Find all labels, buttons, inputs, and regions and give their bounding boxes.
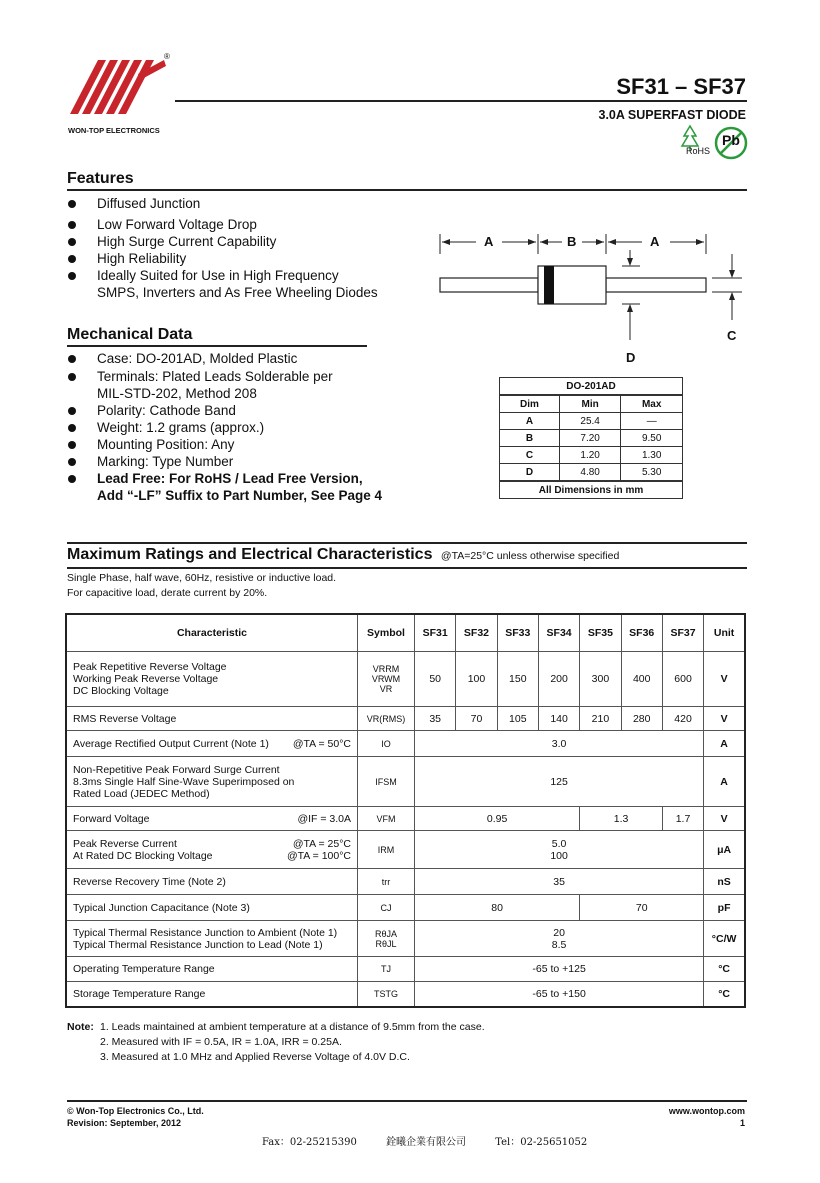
rohs-badge (680, 124, 750, 162)
dim-cell: 5.30 (621, 464, 683, 482)
condition-text: @TA = 50°C (292, 737, 351, 750)
dim-cell: 1.30 (621, 447, 683, 464)
diode-outline-diagram (430, 228, 750, 368)
distributor-line (262, 1133, 587, 1148)
footer-rule (67, 1100, 747, 1102)
dim-label-a-right: A (650, 234, 660, 249)
unit-cell: °C (704, 982, 745, 1007)
note-item: 1. Leads maintained at ambient temperature at a distance of 9.5mm from the case. (100, 1021, 485, 1033)
symbol-line: VRRM (372, 664, 400, 674)
table-row (500, 430, 683, 447)
dim-cell: — (621, 413, 683, 430)
dimensions-header: Min (559, 395, 621, 413)
footer-website[interactable]: www.wontop.com (668, 1106, 745, 1116)
value-cell (415, 831, 704, 869)
table-row (500, 447, 683, 464)
characteristic-line: Working Peak Reverse Voltage (73, 673, 219, 685)
dim-label-b: B (567, 234, 577, 249)
column-header: Symbol (358, 614, 415, 652)
characteristic-cell (66, 652, 358, 707)
value-cell: 210 (580, 707, 621, 731)
value-cell: 70 (580, 895, 704, 921)
dim-label-a-left: A (484, 234, 494, 249)
characteristic-text: Peak Reverse Current (73, 837, 177, 850)
dim-cell: 9.50 (621, 430, 683, 447)
wte-logo-icon (68, 52, 168, 124)
ratings-title: Maximum Ratings and Electrical Characteristics (67, 546, 433, 563)
ratings-heading (67, 546, 619, 564)
dim-cell: 7.20 (559, 430, 621, 447)
dim-cell: 1.20 (559, 447, 621, 464)
value-cell: 150 (497, 652, 538, 707)
unit-cell: pF (704, 895, 745, 921)
column-header: SF32 (456, 614, 497, 652)
value-cell: 300 (580, 652, 621, 707)
symbol-line: RθJA (374, 928, 397, 939)
column-header: SF36 (621, 614, 662, 652)
dim-cell: D (500, 464, 560, 482)
symbol-cell: VFM (358, 807, 415, 831)
table-row (66, 707, 745, 731)
symbol-cell: TSTG (358, 982, 415, 1007)
distributor-fax: Fax：02-25215390 (262, 1137, 357, 1148)
condition-text: @IF = 3.0A (297, 812, 351, 825)
value-cell: 400 (621, 652, 662, 707)
table-row (66, 731, 745, 757)
characteristic-cell: Operating Temperature Range (66, 957, 358, 982)
ratings-condition: @TA=25°C unless otherwise specified (440, 550, 620, 562)
value-cell: 140 (538, 707, 579, 731)
value-cell (415, 921, 704, 957)
value-cell: 420 (662, 707, 703, 731)
value-cell: 125 (415, 757, 704, 807)
unit-cell: μA (704, 831, 745, 869)
header-rule (175, 100, 747, 102)
unit-cell: °C/W (704, 921, 745, 957)
unit-cell: nS (704, 869, 745, 895)
dimensions-header: Max (621, 395, 683, 413)
characteristic-line: Non-Repetitive Peak Forward Surge Current (73, 763, 280, 776)
symbol-cell: TJ (358, 957, 415, 982)
characteristic-cell: Reverse Recovery Time (Note 2) (66, 869, 358, 895)
page-subtitle: 3.0A SUPERFAST DIODE (598, 108, 746, 122)
unit-cell: V (704, 652, 745, 707)
value-line: 20 (553, 926, 565, 939)
dimensions-package: DO-201AD (500, 378, 683, 396)
characteristic-cell (66, 757, 358, 807)
dim-cell: C (500, 447, 560, 464)
symbol-cell (358, 652, 415, 707)
electrical-characteristics-table (65, 613, 746, 1008)
value-cell: -65 to +150 (415, 982, 704, 1007)
table-row (66, 807, 745, 831)
table-row (66, 895, 745, 921)
cathode-band (544, 266, 554, 304)
value-cell: 3.0 (415, 731, 704, 757)
table-row (66, 982, 745, 1007)
notes-label: Note: (67, 1021, 94, 1033)
table-row (66, 757, 745, 807)
footer-revision: Revision: September, 2012 (67, 1118, 182, 1128)
characteristic-cell (66, 921, 358, 957)
features-rule (67, 189, 747, 191)
characteristic-line: Peak Repetitive Reverse Voltage (73, 661, 227, 673)
characteristic-line: Rated Load (JEDEC Method) (73, 787, 210, 800)
characteristic-cell: Typical Junction Capacitance (Note 3) (66, 895, 358, 921)
condition-text: @TA = 25°C (292, 837, 351, 850)
value-cell: 105 (497, 707, 538, 731)
characteristic-line: DC Blocking Voltage (73, 685, 169, 697)
value-cell: 600 (662, 652, 703, 707)
characteristic-line: Typical Thermal Resistance Junction to Ambient (Note 1) (73, 926, 338, 939)
value-cell: 70 (456, 707, 497, 731)
table-row (66, 869, 745, 895)
condition-text: @TA = 100°C (287, 849, 351, 862)
features-title: Features (67, 170, 134, 187)
characteristic-text: At Rated DC Blocking Voltage (73, 849, 213, 862)
symbol-cell: IFSM (358, 757, 415, 807)
page-title: SF31 – SF37 (616, 74, 746, 99)
value-cell: 200 (538, 652, 579, 707)
characteristic-cell (66, 831, 358, 869)
unit-cell: V (704, 707, 745, 731)
logo-registered-mark: ® (164, 52, 170, 61)
note-item: 3. Measured at 1.0 MHz and Applied Reverse Voltage of 4.0V D.C. (100, 1051, 410, 1063)
ratings-rule (67, 567, 747, 569)
value-cell: -65 to +125 (415, 957, 704, 982)
characteristic-cell (66, 731, 358, 757)
value-line: 100 (550, 849, 568, 862)
value-cell: 50 (415, 652, 456, 707)
table-row (66, 921, 745, 957)
dimensions-footer: All Dimensions in mm (500, 481, 683, 499)
characteristic-text: Forward Voltage (73, 812, 150, 825)
pb-label: Pb (722, 132, 740, 148)
dimensions-header: Dim (500, 395, 560, 413)
value-cell: 0.95 (415, 807, 580, 831)
dim-label-d: D (626, 350, 636, 365)
company-logo (68, 52, 168, 124)
value-cell: 280 (621, 707, 662, 731)
unit-cell: A (704, 731, 745, 757)
column-header: SF34 (538, 614, 579, 652)
rohs-label: RoHS (686, 146, 711, 156)
characteristic-cell: RMS Reverse Voltage (66, 707, 358, 731)
symbol-line: VRWM (371, 674, 401, 684)
table-row (66, 831, 745, 869)
footer-page-number: 1 (739, 1118, 745, 1128)
ratings-top-rule (67, 542, 747, 544)
value-line: 8.5 (551, 938, 567, 951)
symbol-cell: CJ (358, 895, 415, 921)
value-cell: 100 (456, 652, 497, 707)
mechanical-title: Mechanical Data (67, 326, 193, 343)
characteristic-text: Average Rectified Output Current (Note 1) (73, 737, 269, 750)
ratings-intro: Single Phase, half wave, 60Hz, resistive or inductive load. (67, 572, 337, 584)
table-row (66, 957, 745, 982)
table-header-row (66, 614, 745, 652)
characteristic-cell: Storage Temperature Range (66, 982, 358, 1007)
unit-cell: °C (704, 957, 745, 982)
value-line: 5.0 (551, 837, 567, 850)
value-cell: 35 (415, 707, 456, 731)
ratings-intro: For capacitive load, derate current by 20%. (67, 587, 268, 599)
distributor-name: 銓曦企業有限公司 (386, 1137, 467, 1148)
column-header: SF35 (580, 614, 621, 652)
unit-cell: V (704, 807, 745, 831)
symbol-cell: IRM (358, 831, 415, 869)
column-header: Characteristic (66, 614, 358, 652)
value-cell: 35 (415, 869, 704, 895)
column-header: SF33 (497, 614, 538, 652)
column-header: SF37 (662, 614, 703, 652)
symbol-line: VR (379, 684, 393, 694)
symbol-cell (358, 921, 415, 957)
column-header: Unit (704, 614, 745, 652)
dim-cell: 25.4 (559, 413, 621, 430)
value-cell: 80 (415, 895, 580, 921)
value-cell: 1.3 (580, 807, 663, 831)
table-row (500, 464, 683, 482)
table-row (66, 652, 745, 707)
company-name: WON-TOP ELECTRONICS (68, 126, 160, 135)
footer-copyright: © Won-Top Electronics Co., Ltd. (67, 1106, 204, 1116)
note-item: 2. Measured with IF = 0.5A, IR = 1.0A, IRR = 0.25A. (100, 1036, 342, 1048)
symbol-line: RθJL (375, 938, 397, 949)
value-cell: 1.7 (662, 807, 703, 831)
unit-cell: A (704, 757, 745, 807)
dim-cell: A (500, 413, 560, 430)
column-header: SF31 (415, 614, 456, 652)
dimensions-table (499, 377, 683, 499)
symbol-cell: VR(RMS) (358, 707, 415, 731)
dim-label-c: C (727, 328, 737, 343)
characteristic-cell (66, 807, 358, 831)
characteristic-line: 8.3ms Single Half Sine-Wave Superimposed on (73, 775, 295, 788)
distributor-tel: Tel：02-25651052 (495, 1137, 588, 1148)
dim-cell: 4.80 (559, 464, 621, 482)
dim-cell: B (500, 430, 560, 447)
symbol-cell: trr (358, 869, 415, 895)
table-row (500, 413, 683, 430)
symbol-cell: IO (358, 731, 415, 757)
mechanical-rule (67, 345, 367, 347)
characteristic-line: Typical Thermal Resistance Junction to Lead (Note 1) (73, 938, 323, 951)
